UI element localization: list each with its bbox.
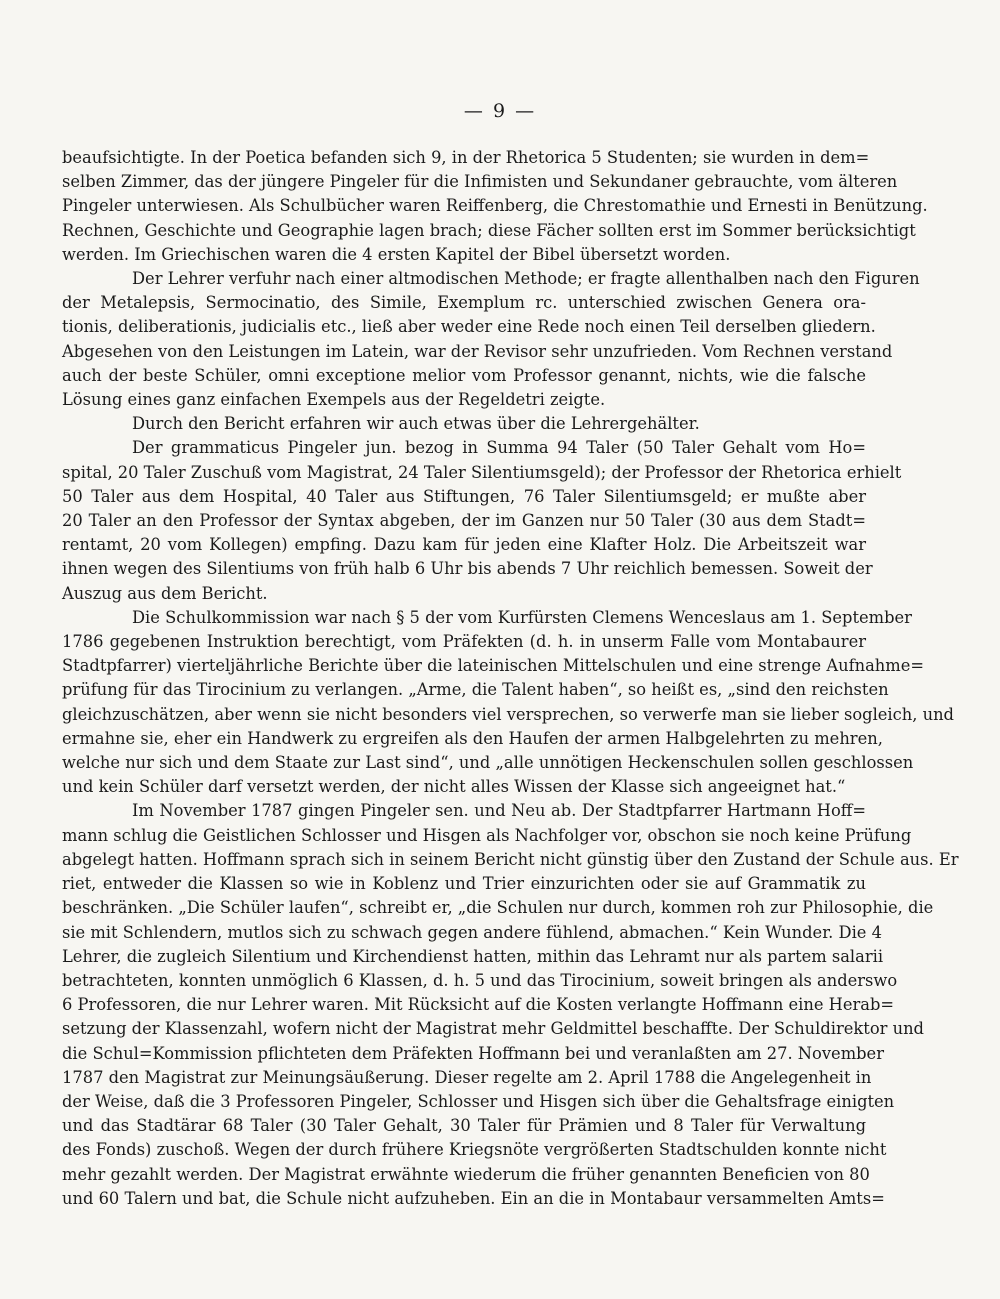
- text-line: Pingeler unterwiesen. Als Schulbücher waren Reiffenberg, die Chrestomathie und Ernesti in Benützung.: [62, 196, 928, 216]
- text-line: spital, 20 Taler Zuschuß vom Magistrat, 24 Taler Silentiumsgeld); der Professor der Rhetorica erhielt: [62, 462, 902, 482]
- text-line: 6 Professoren, die nur Lehrer waren. Mit Rücksicht auf die Kosten verlangte Hoffmann eine Herab=: [62, 995, 895, 1015]
- paragraph: [62, 412, 866, 436]
- page-number: — 9 —: [463, 100, 537, 122]
- text-line: selben Zimmer, das der jüngere Pingeler für die Infimisten und Sekundaner gebrauchte, vom älteren: [62, 172, 898, 192]
- text-line: ihnen wegen des Silentiums von früh halb 6 Uhr bis abends 7 Uhr reichlich bemessen. Soweit der: [62, 559, 873, 579]
- text-line: welche nur sich und dem Staate zur Last sind“, und „alle unnötigen Heckenschulen sollen geschlossen: [62, 753, 914, 773]
- text-line: und das Stadtärar 68 Taler (30 Taler Gehalt, 30 Taler für Prämien und 8 Taler für Verwaltung: [62, 1116, 866, 1136]
- text-line: betrachteten, konnten unmöglich 6 Klassen, d. h. 5 und das Tirocinium, soweit bringen als anderswo: [62, 970, 898, 990]
- text-line: auch der beste Schüler, omni exceptione melior vom Professor genannt, nichts, wie die falsche: [62, 365, 866, 385]
- text-line: abgelegt hatten. Hoffmann sprach sich in seinem Bericht nicht günstig über den Zustand der Schule aus. Er: [62, 849, 959, 869]
- body-text: [62, 146, 959, 1211]
- text-line: und 60 Talern und bat, die Schule nicht aufzuheben. Ein an die in Montabaur versammelten Amts=: [62, 1188, 885, 1208]
- text-line: Durch den Bericht erfahren wir auch etwas über die Lehrergehälter.: [132, 414, 700, 434]
- text-line: der Metalepsis, Sermocinatio, des Simile, Exemplum rc. unterschied zwischen Genera ora-: [62, 293, 866, 313]
- text-line: Der Lehrer verfuhr nach einer altmodischen Methode; er fragte allenthalben nach den Figuren: [132, 269, 920, 289]
- text-line: sie mit Schlendern, mutlos sich zu schwach gegen andere fühlend, abmachen.“ Kein Wunder. Die 4: [62, 922, 882, 942]
- text-line: des Fonds) zuschoß. Wegen der durch frühere Kriegsnöte vergrößerten Stadtschulden konnte nicht: [62, 1140, 887, 1160]
- paragraph: [62, 799, 959, 1210]
- text-line: Abgesehen von den Leistungen im Latein, war der Revisor sehr unzufrieden. Vom Rechnen verstand: [62, 341, 893, 361]
- text-line: ermahne sie, eher ein Handwerk zu ergreifen als den Haufen der armen Halbgelehrten zu mehren,: [62, 728, 883, 748]
- text-line: der Weise, daß die 3 Professoren Pingeler, Schlosser und Hisgen sich über die Gehaltsfrage einigten: [62, 1091, 895, 1111]
- paragraph: [62, 436, 902, 605]
- text-line: prüfung für das Tirocinium zu verlangen. „Arme, die Talent haben“, so heißt es, „sind den reichsten: [62, 680, 889, 700]
- paragraph: [62, 146, 928, 267]
- text-line: Auszug aus dem Bericht.: [62, 583, 268, 603]
- text-line: tionis, deliberationis, judicialis etc., ließ aber weder eine Rede noch einen Teil derselben gliedern.: [62, 317, 876, 337]
- text-line: Die Schulkommission war nach § 5 der vom Kurfürsten Clemens Wenceslaus am 1. September: [132, 607, 912, 627]
- text-line: und kein Schüler darf versetzt werden, der nicht alles Wissen der Klasse sich angeeignet hat.“: [62, 777, 846, 797]
- text-line: 1787 den Magistrat zur Meinungsäußerung. Dieser regelte am 2. April 1788 die Angelegenheit in: [62, 1067, 872, 1087]
- text-line: Lösung eines ganz einfachen Exempels aus der Regeldetri zeigte.: [62, 390, 606, 410]
- text-line: Rechnen, Geschichte und Geographie lagen brach; diese Fächer sollten erst im Sommer berücksichtigt: [62, 220, 916, 240]
- text-line: 50 Taler aus dem Hospital, 40 Taler aus Stiftungen, 76 Taler Silentiumsgeld; er mußte aber: [62, 486, 866, 506]
- text-line: riet, entweder die Klassen so wie in Koblenz und Trier einzurichten oder sie auf Grammatik zu: [62, 874, 866, 894]
- text-line: die Schul=Kommission pflichteten dem Präfekten Hoffmann bei und veranlaßten am 27. November: [62, 1043, 884, 1063]
- text-line: 1786 gegebenen Instruktion berechtigt, vom Präfekten (d. h. in unserm Falle vom Montabaurer: [62, 632, 866, 652]
- paragraph: [62, 606, 954, 800]
- text-line: gleichzuschätzen, aber wenn sie nicht besonders viel versprechen, so verwerfe man sie lieber sogleich, und: [62, 704, 954, 724]
- text-line: Lehrer, die zugleich Silentium und Kirchendienst hatten, mithin das Lehramt nur als partem salarii: [62, 946, 884, 966]
- text-line: beschränken. „Die Schüler laufen“, schreibt er, „die Schulen nur durch, kommen roh zur Philosophie, die: [62, 898, 934, 918]
- text-line: Der grammaticus Pingeler jun. bezog in Summa 94 Taler (50 Taler Gehalt vom Ho=: [132, 438, 866, 458]
- text-line: mann schlug die Geistlichen Schlosser und Hisgen als Nachfolger vor, obschon sie noch keine Prüfung: [62, 825, 912, 845]
- paragraph: [62, 267, 920, 412]
- text-line: mehr gezahlt werden. Der Magistrat erwähnte wiederum die früher genannten Beneficien von 80: [62, 1164, 870, 1184]
- text-line: beaufsichtigte. In der Poetica befanden sich 9, in der Rhetorica 5 Studenten; sie wurden in dem=: [62, 148, 870, 167]
- text-line: rentamt, 20 vom Kollegen) empfing. Dazu kam für jeden eine Klafter Holz. Die Arbeitszeit war: [62, 535, 866, 555]
- text-line: werden. Im Griechischen waren die 4 ersten Kapitel der Bibel übersetzt worden.: [62, 244, 731, 264]
- text-line: 20 Taler an den Professor der Syntax abgeben, der im Ganzen nur 50 Taler (30 aus dem Stadt=: [62, 511, 866, 531]
- text-line: Stadtpfarrer) vierteljährliche Berichte über die lateinischen Mittelschulen und eine strenge Aufnahme=: [62, 656, 924, 676]
- text-line: Im November 1787 gingen Pingeler sen. und Neu ab. Der Stadtpfarrer Hartmann Hoff=: [132, 801, 866, 821]
- text-line: setzung der Klassenzahl, wofern nicht der Magistrat mehr Geldmittel beschaffte. Der Schuldirektor und: [62, 1019, 924, 1039]
